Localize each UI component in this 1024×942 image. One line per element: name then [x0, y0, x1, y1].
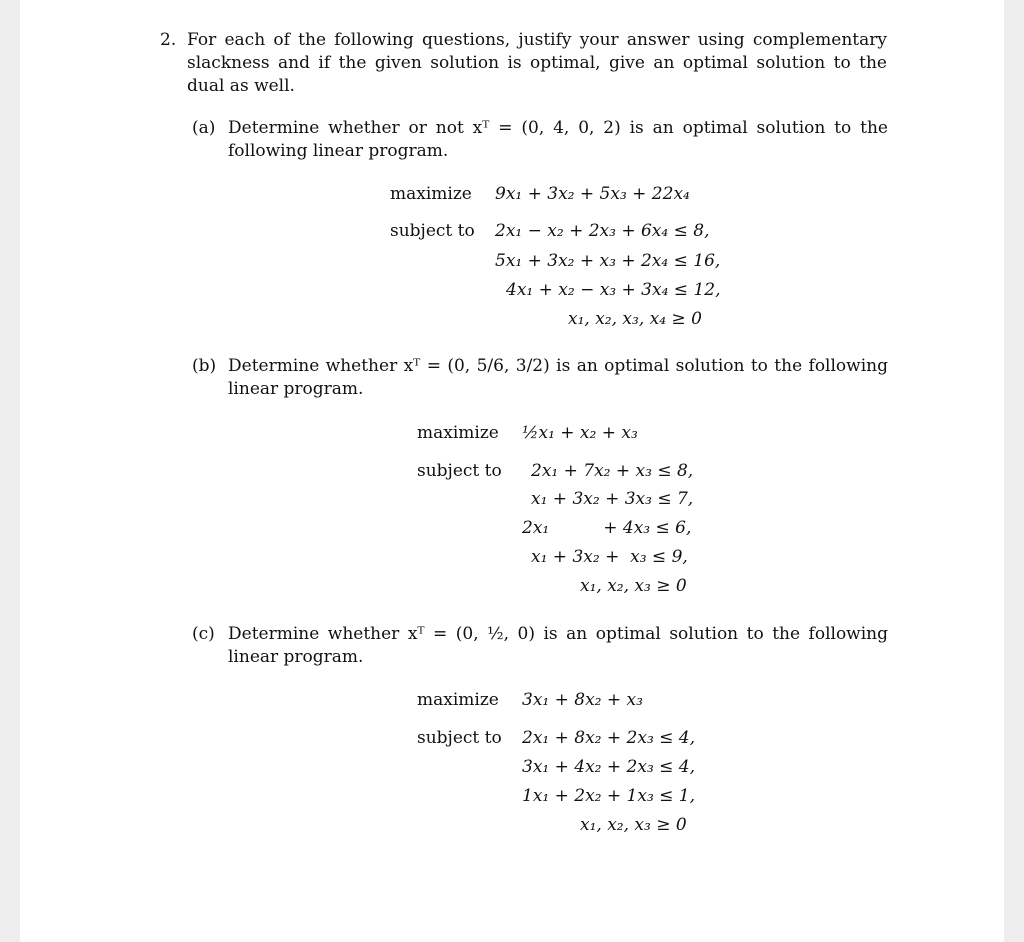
part-b-text: Determine whether xᵀ = (0, 5/6, 3/2) is an optimal solution to the following linear program. — [228, 356, 888, 399]
part-b-constraint: x₁ + 3x₂ + 3x₃ ≤ 7, — [531, 489, 694, 509]
part-c-subject-label: subject to — [417, 728, 502, 748]
document-page — [20, 0, 1004, 942]
question-intro: For each of the following questions, justify your answer using complementary slackness and if the given solution is optimal, give an optimal solution to the dual as well. — [187, 30, 887, 96]
part-a-constraint: 4x₁ + x₂ − x₃ + 3x₄ ≤ 12, — [506, 280, 721, 300]
part-c-nonnegativity: x₁, x₂, x₃ ≥ 0 — [580, 815, 687, 835]
part-b-constraint: 2x₁ + 4x₃ ≤ 6, — [522, 518, 692, 538]
part-c-constraint: 2x₁ + 8x₂ + 2x₃ ≤ 4, — [522, 728, 696, 748]
part-b-constraint: x₁ + 3x₂ + x₃ ≤ 9, — [531, 547, 688, 567]
part-c-constraint: 1x₁ + 2x₂ + 1x₃ ≤ 1, — [522, 786, 696, 806]
part-b-label: (b) — [192, 356, 217, 376]
part-a-text: Determine whether or not xᵀ = (0, 4, 0, 2) is an optimal solution to the following linear program. — [228, 118, 888, 161]
question-number: 2. — [160, 30, 177, 50]
part-b-objective: ½x₁ + x₂ + x₃ — [522, 423, 638, 443]
part-b-maximize-label: maximize — [417, 423, 499, 443]
part-a-label: (a) — [192, 118, 216, 138]
part-b-constraint: 2x₁ + 7x₂ + x₃ ≤ 8, — [531, 461, 694, 481]
part-a-objective: 9x₁ + 3x₂ + 5x₃ + 22x₄ — [495, 184, 690, 204]
part-a-maximize-label: maximize — [390, 184, 472, 204]
part-a-nonnegativity: x₁, x₂, x₃, x₄ ≥ 0 — [568, 309, 702, 329]
part-c-text: Determine whether xᵀ = (0, ½, 0) is an optimal solution to the following linear program. — [228, 624, 888, 667]
part-c-label: (c) — [192, 624, 215, 644]
part-a-constraint: 2x₁ − x₂ + 2x₃ + 6x₄ ≤ 8, — [495, 221, 710, 241]
part-a-subject-label: subject to — [390, 221, 475, 241]
part-a-constraint: 5x₁ + 3x₂ + x₃ + 2x₄ ≤ 16, — [495, 251, 721, 271]
part-b-nonnegativity: x₁, x₂, x₃ ≥ 0 — [580, 576, 687, 596]
part-b-subject-label: subject to — [417, 461, 502, 481]
part-c-objective: 3x₁ + 8x₂ + x₃ — [522, 690, 643, 710]
part-c-maximize-label: maximize — [417, 690, 499, 710]
part-c-constraint: 3x₁ + 4x₂ + 2x₃ ≤ 4, — [522, 757, 696, 777]
